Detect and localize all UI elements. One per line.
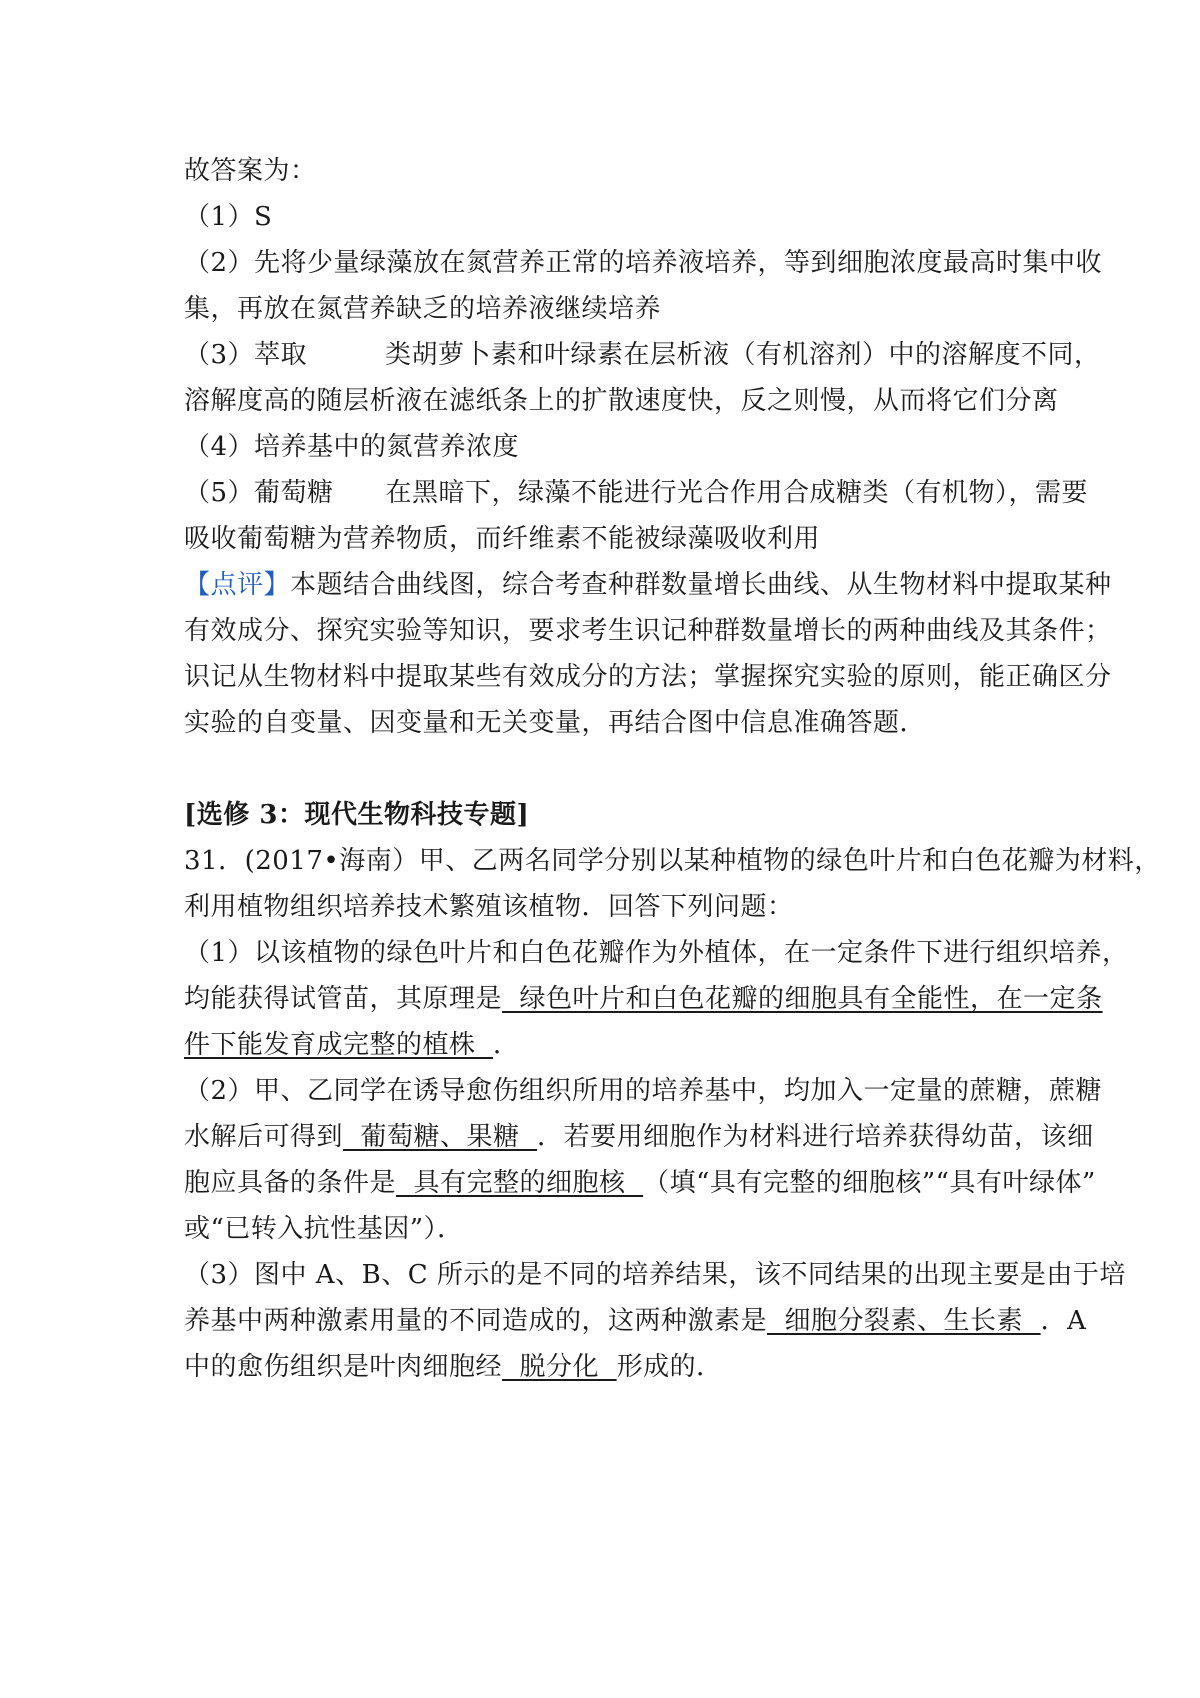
- comment-line-2: 有效成分、探究实验等知识，要求考生识记种群数量增长的两种曲线及其条件；: [184, 616, 1112, 646]
- answer-intro: 故答案为：: [184, 156, 317, 186]
- answer-blank: 葡萄糖、果糖: [343, 1122, 538, 1152]
- answer-2-line-1: （2）先将少量绿藻放在氮营养正常的培养液培养，等到细胞浓度最高时集中收: [184, 248, 1103, 278]
- answer-5-term: （5）葡萄糖: [184, 478, 334, 508]
- question-31-part-3-line-2: [184, 1298, 1087, 1344]
- answer-3-line-2: 溶解度高的随层析液在滤纸条上的扩散速度快，反之则慢，从而将它们分离: [184, 386, 1059, 416]
- comment-line-1: [184, 562, 1112, 608]
- comment-line-3: 识记从生物材料中提取某些有效成分的方法；掌握探究实验的原则，能正确区分: [184, 662, 1112, 692]
- answer-3-reason: 类胡萝卜素和叶绿素在层析液（有机溶剂）中的溶解度不同，: [385, 340, 1101, 370]
- answer-5-reason: 在黑暗下，绿藻不能进行光合作用合成糖类（有机物），需要: [385, 478, 1089, 508]
- answer-2-line-2: 集，再放在氮营养缺乏的培养液继续培养: [184, 294, 662, 324]
- question-text: ．: [493, 1030, 520, 1060]
- answer-1: （1）S: [184, 202, 273, 232]
- question-31-stem-line-1: 31．(2017•海南）甲、乙两名同学分别以某种植物的绿色叶片和白色花瓣为材料，: [184, 846, 1161, 876]
- answer-blank: 脱分化: [502, 1352, 617, 1382]
- section-title: [选修 3：现代生物科技专题]: [184, 800, 530, 830]
- question-text: ．若要用细胞作为材料进行培养获得幼苗，该细: [537, 1122, 1094, 1152]
- question-text: 胞应具备的条件是: [184, 1168, 397, 1198]
- question-31-part-2-line-3: [184, 1160, 1096, 1206]
- answer-blank: 绿色叶片和白色花瓣的细胞具有全能性，在一定条: [502, 984, 1103, 1014]
- question-text: 中的愈伤组织是叶肉细胞经: [184, 1352, 503, 1382]
- answer-blank: 具有完整的细胞核: [396, 1168, 644, 1198]
- answer-blank: 件下能发育成完整的植株: [184, 1030, 494, 1060]
- question-text: 养基中两种激素用量的不同造成的，这两种激素是: [184, 1306, 768, 1336]
- question-31-part-1-line-2: [184, 976, 1103, 1022]
- comment-tag: 【点评】: [184, 570, 291, 600]
- answer-3-line-1: [184, 332, 1101, 378]
- answer-3-term: （3）萃取: [184, 340, 308, 370]
- question-31-part-3-line-1: （3）图中 A、B、C 所示的是不同的培养结果，该不同结果的出现主要是由于培: [184, 1260, 1126, 1290]
- question-31-part-2-line-2: [184, 1114, 1094, 1160]
- document-page: [184, 148, 1161, 1390]
- question-31-part-2-line-4: 或“已转入抗性基因”）．: [184, 1214, 464, 1244]
- question-31-stem-line-2: 利用植物组织培养技术繁殖该植物．回答下列问题：: [184, 892, 794, 922]
- question-text: 水解后可得到: [184, 1122, 344, 1152]
- question-31-part-3-line-3: [184, 1344, 1024, 1390]
- question-text: ．A: [1040, 1306, 1087, 1336]
- question-text: 均能获得试管苗，其原理是: [184, 984, 503, 1014]
- answer-4: （4）培养基中的氮营养浓度: [184, 432, 520, 462]
- comment-line-4: 实验的自变量、因变量和无关变量，再结合图中信息准确答题．: [184, 708, 927, 738]
- comment-text: 本题结合曲线图，综合考查种群数量增长曲线、从生物材料中提取某种: [290, 570, 1112, 600]
- question-text: 形成的．: [616, 1352, 723, 1382]
- question-text: （填“具有完整的细胞核”“具有叶绿体”: [643, 1168, 1096, 1198]
- section-gap: [184, 746, 1024, 792]
- question-31-part-1-line-3: [184, 1022, 1024, 1068]
- question-31-part-2-line-1: （2）甲、乙同学在诱导愈伤组织所用的培养基中，均加入一定量的蔗糖，蔗糖: [184, 1076, 1103, 1106]
- question-31-part-1-line-1: （1）以该植物的绿色叶片和白色花瓣作为外植体，在一定条件下进行组织培养，: [184, 938, 1129, 968]
- answer-blank: 细胞分裂素、生长素: [767, 1306, 1041, 1336]
- answer-5-line-2: 吸收葡萄糖为营养物质，而纤维素不能被绿藻吸收利用: [184, 524, 821, 554]
- answer-5-line-1: [184, 470, 1089, 516]
